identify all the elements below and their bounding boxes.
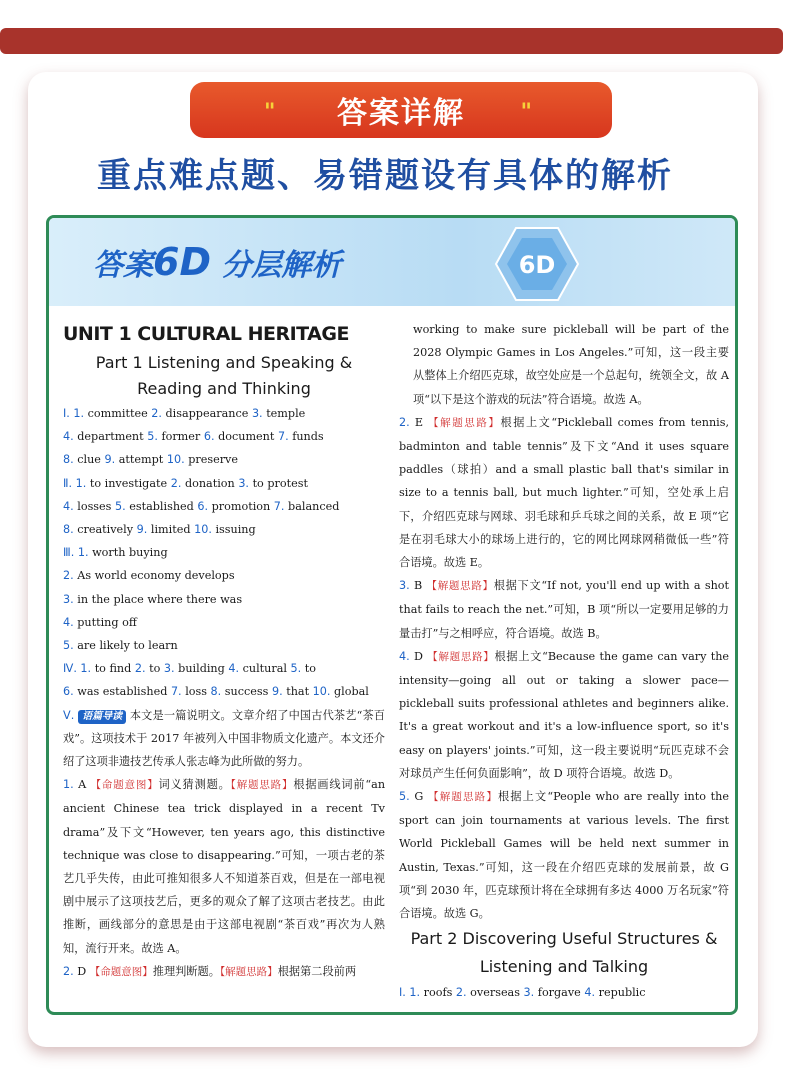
answer-rows bbox=[63, 402, 385, 704]
answer-value: are likely to learn bbox=[77, 639, 178, 653]
part2-title-line2: Listening and Talking bbox=[479, 957, 649, 977]
answer-number: 6. bbox=[197, 499, 209, 513]
quote-right-icon: " bbox=[520, 100, 534, 125]
answer-value: worth buying bbox=[92, 546, 168, 560]
approach-tag: 【解题思路】 bbox=[428, 416, 501, 429]
answer-value: republic bbox=[598, 986, 646, 1000]
answer-number: 4. bbox=[228, 662, 240, 676]
answer-value: funds bbox=[292, 430, 324, 444]
passage-intro-text: 本文是一篇说明文。文章介绍了中国古代茶艺“茶百戏”。这项技术于 2017 年被列入中国非物质文化遗产。本文还介绍了这项非遗技艺传承人张志峰为此所做的努力。 bbox=[63, 708, 385, 769]
q1-num: 1. bbox=[63, 778, 74, 792]
answer-number: 7. bbox=[277, 430, 289, 444]
q2-tag-intent: 【命题意图】 bbox=[89, 965, 153, 978]
question-answer: D bbox=[413, 649, 423, 663]
answer-number: 5. bbox=[114, 499, 126, 513]
top-bar bbox=[0, 28, 783, 54]
question-item bbox=[399, 574, 729, 645]
answer-value: that bbox=[286, 685, 310, 699]
unit-title: UNIT 1 CULTURAL HERITAGE bbox=[63, 323, 349, 345]
answer-number: 8. bbox=[63, 523, 74, 537]
answer-value: balanced bbox=[288, 499, 340, 513]
question-explanation: 根据上文“People who are really into the sport can join tournaments at various levels. The first World Pickleball Games will be held next summer in Austin, Texas.”可知，这一段在介绍匹克球的发展前景，故 G 项“到 2030 年，匹克球预计将在全球拥有多达 4000 万名玩家”符合语境。故选 G。 bbox=[399, 790, 729, 921]
answer-explanation-pill bbox=[190, 82, 612, 138]
answer-value: committee bbox=[87, 407, 148, 420]
answer-value: to protest bbox=[252, 476, 308, 490]
question-explanation: 根据上文“Because the game can vary the intensity—going all out or taking a slower pace—pickleball suits professional athletes and beginners alike. It's a great workout and it's a low-influence sport, so it's easy on players' joints.”可知，这一段主要说明“玩匹克球不会对球员产生任何负面影响”，故 D 项符合语境。故选 D。 bbox=[399, 649, 730, 780]
answer-value: document bbox=[218, 430, 275, 444]
q1-type: 词义猜测题。 bbox=[158, 778, 231, 792]
answer-row bbox=[63, 402, 385, 425]
answer-value: loss bbox=[185, 685, 207, 699]
answer-value: overseas bbox=[470, 986, 520, 1000]
answer-number: 6. bbox=[203, 430, 215, 444]
answer-number: 9. bbox=[271, 685, 283, 699]
answer-row bbox=[63, 611, 385, 634]
answer-number: 2. bbox=[63, 569, 74, 583]
approach-tag: 【解题思路】 bbox=[428, 791, 498, 804]
answer-value: temple bbox=[266, 407, 306, 420]
q2-answer: D bbox=[77, 964, 87, 978]
question-number: 5. bbox=[399, 790, 410, 804]
answer-number: 5. bbox=[147, 430, 158, 444]
answer-number: 4. bbox=[63, 430, 74, 444]
answer-row bbox=[63, 657, 385, 680]
question-2 bbox=[63, 960, 385, 984]
question-item bbox=[399, 411, 729, 574]
left-column bbox=[63, 318, 385, 984]
part2-title-line1: Part 2 Discovering Useful Structures & bbox=[410, 929, 718, 949]
answer-number: Ⅳ. 1. bbox=[63, 662, 92, 676]
q2-explanation: 根据第二段前两 bbox=[277, 964, 357, 978]
answer-number: Ⅲ. 1. bbox=[63, 546, 89, 560]
answer-number: 2. bbox=[455, 986, 467, 1000]
part1-title-line1: Part 1 Listening and Speaking & bbox=[95, 353, 353, 372]
answer-number: 2. bbox=[170, 476, 182, 490]
quote-left-icon: " bbox=[264, 100, 278, 125]
answer-number: Ⅰ. 1. bbox=[399, 986, 421, 1000]
answer-number: 10. bbox=[194, 523, 212, 537]
answer-value: building bbox=[178, 662, 225, 676]
q2-num: 2. bbox=[63, 964, 74, 978]
answer-value: to bbox=[149, 662, 161, 676]
passage-guide-badge: 语篇导读 bbox=[78, 710, 126, 724]
right-column bbox=[399, 318, 729, 1004]
question-item bbox=[399, 645, 729, 785]
answer-row bbox=[63, 425, 385, 448]
right-questions bbox=[399, 411, 729, 925]
answer-number: 3. bbox=[251, 407, 263, 420]
6d-hexagon-icon bbox=[495, 226, 579, 302]
doc-banner bbox=[49, 218, 735, 306]
answer-number: 3. bbox=[63, 592, 74, 606]
answer-number: 6. bbox=[63, 685, 74, 699]
answer-number: 10. bbox=[166, 453, 185, 467]
answer-number: 8. bbox=[210, 685, 222, 699]
question-answer: B bbox=[413, 579, 423, 593]
answer-number: 5. bbox=[63, 639, 74, 653]
q2-tag-approach: 【解题思路】 bbox=[219, 965, 278, 978]
answer-value: roofs bbox=[423, 986, 453, 1000]
answer-value: donation bbox=[184, 476, 235, 490]
answer-number: 8. bbox=[63, 453, 74, 467]
answer-value: to investigate bbox=[89, 476, 168, 490]
answer-value: clue bbox=[77, 453, 101, 467]
answer-row bbox=[63, 541, 385, 564]
answer-row bbox=[63, 680, 385, 703]
answer-value: cultural bbox=[242, 662, 287, 676]
question-1 bbox=[63, 773, 385, 960]
answer-number: 9. bbox=[104, 453, 116, 467]
answer-value: As world economy develops bbox=[77, 569, 235, 583]
answer-row bbox=[63, 495, 385, 518]
page-headline: 重点难点题、易错题设有具体的解析 bbox=[97, 156, 673, 196]
answer-number: 3. bbox=[238, 476, 249, 490]
answer-number: Ⅰ. 1. bbox=[63, 407, 85, 420]
answer-value: in the place where there was bbox=[77, 592, 243, 606]
answer-number: 9. bbox=[136, 523, 148, 537]
answer-row bbox=[63, 634, 385, 657]
banner-title-c: 分层解析 bbox=[221, 248, 342, 283]
q1-tag-approach: 【解题思路】 bbox=[230, 779, 294, 792]
q1-explanation: 根据画线词前“an ancient Chinese tea trick displayed in a recent Tv drama”及下文“However, ten years ago, this distinctive technique was close to disappearing.”可知，一项古老的茶艺几乎失传，由此可推知很多人不知道茶百戏，但是在一部电视剧中展示了这项技艺后，更多的观众了解了这项古老技艺。由此推断，画线部分的意思是由于这部电视剧“茶百戏”再次为人熟知，流行开来。故选 A。 bbox=[63, 778, 386, 955]
answer-value: was established bbox=[77, 685, 168, 699]
answer-value: losses bbox=[77, 499, 112, 513]
answer-value: creatively bbox=[77, 523, 134, 537]
answer-value: global bbox=[334, 685, 369, 699]
answer-value: forgave bbox=[537, 986, 581, 1000]
banner-title bbox=[93, 240, 341, 284]
q1-tag-intent: 【命题意图】 bbox=[90, 779, 159, 792]
answer-row bbox=[63, 472, 385, 495]
answer-value: to bbox=[304, 662, 317, 676]
answer-value: putting off bbox=[77, 615, 137, 629]
answer-number: 2. bbox=[151, 407, 162, 420]
question-explanation: 根据上文“Pickleball comes from tennis, badminton and table tennis”及下文“And it uses square paddles（球拍）and a small plastic ball that's similar in size to a tennis ball, but much lighter.”可知，空处承上启下，介绍匹克球与网球、羽毛球和乒乓球之间的关系，故 E 项“它是在羽毛球大小的球场上进行的，它的网比网球网稍微低一些”符合语境。故选 E。 bbox=[399, 415, 730, 570]
answer-number: 7. bbox=[170, 685, 182, 699]
q1-answer: A bbox=[78, 778, 87, 792]
answer-number: Ⅱ. 1. bbox=[63, 476, 87, 490]
question-answer: E bbox=[414, 415, 423, 429]
answer-row bbox=[63, 564, 385, 587]
answer-value: issuing bbox=[215, 523, 256, 537]
answer-value: promotion bbox=[211, 499, 271, 513]
answer-number: 4. bbox=[584, 986, 596, 1000]
answer-value: attempt bbox=[118, 453, 164, 467]
answer-row bbox=[63, 448, 385, 471]
question-item bbox=[399, 785, 729, 925]
answer-number: 5. bbox=[290, 662, 302, 676]
answer-number: 4. bbox=[63, 615, 74, 629]
hex-label: 6D bbox=[518, 251, 556, 279]
answer-number: 3. bbox=[163, 662, 175, 676]
answer-value: established bbox=[129, 499, 194, 513]
question-explanation: 根据下文“If not, you'll end up with a shot that fails to reach the net.”可知，B 项“所以一定要用足够的力量击打”与之相呼应，符合语境。故选 B。 bbox=[399, 579, 730, 640]
answer-value: limited bbox=[150, 523, 191, 537]
passage-intro bbox=[63, 704, 385, 774]
answer-value: preserve bbox=[188, 453, 238, 467]
answer-number: 3. bbox=[523, 986, 535, 1000]
answer-value: success bbox=[224, 685, 269, 699]
answer-row bbox=[63, 588, 385, 611]
document-preview bbox=[46, 215, 738, 1015]
answer-value: department bbox=[77, 430, 144, 444]
part1-title-line2: Reading and Thinking bbox=[137, 379, 311, 398]
answer-number: 2. bbox=[134, 662, 146, 676]
pill-label: 答案详解 bbox=[337, 96, 465, 131]
question-number: 2. bbox=[399, 415, 410, 429]
answer-number: 10. bbox=[312, 685, 331, 699]
question-number: 3. bbox=[399, 579, 410, 593]
answer-value: disappearance bbox=[165, 407, 249, 420]
answer-value: former bbox=[161, 430, 201, 444]
answer-number: 4. bbox=[63, 499, 74, 513]
q2-type: 推理判断题。 bbox=[152, 964, 220, 978]
answer-value: to find bbox=[94, 662, 132, 676]
part2-answer-row bbox=[399, 981, 729, 1004]
approach-tag: 【解题思路】 bbox=[427, 650, 495, 663]
banner-title-b: 6D bbox=[153, 240, 211, 284]
answer-number: 7. bbox=[273, 499, 285, 513]
q1-continuation: working to make sure pickleball will be part of the 2028 Olympic Games in Los Angeles.”可知，这一段主要从整体上介绍匹克球，故空处应是一个总起句，统领全文，故 A 项“以下是这个游戏的玩法”符合语境。故选 A。 bbox=[413, 323, 729, 406]
question-answer: G bbox=[414, 790, 424, 804]
banner-title-a: 答案 bbox=[93, 248, 153, 283]
section-v-label: Ⅴ. bbox=[63, 708, 75, 722]
approach-tag: 【解题思路】 bbox=[426, 580, 494, 593]
answer-row bbox=[63, 518, 385, 541]
question-number: 4. bbox=[399, 649, 410, 663]
